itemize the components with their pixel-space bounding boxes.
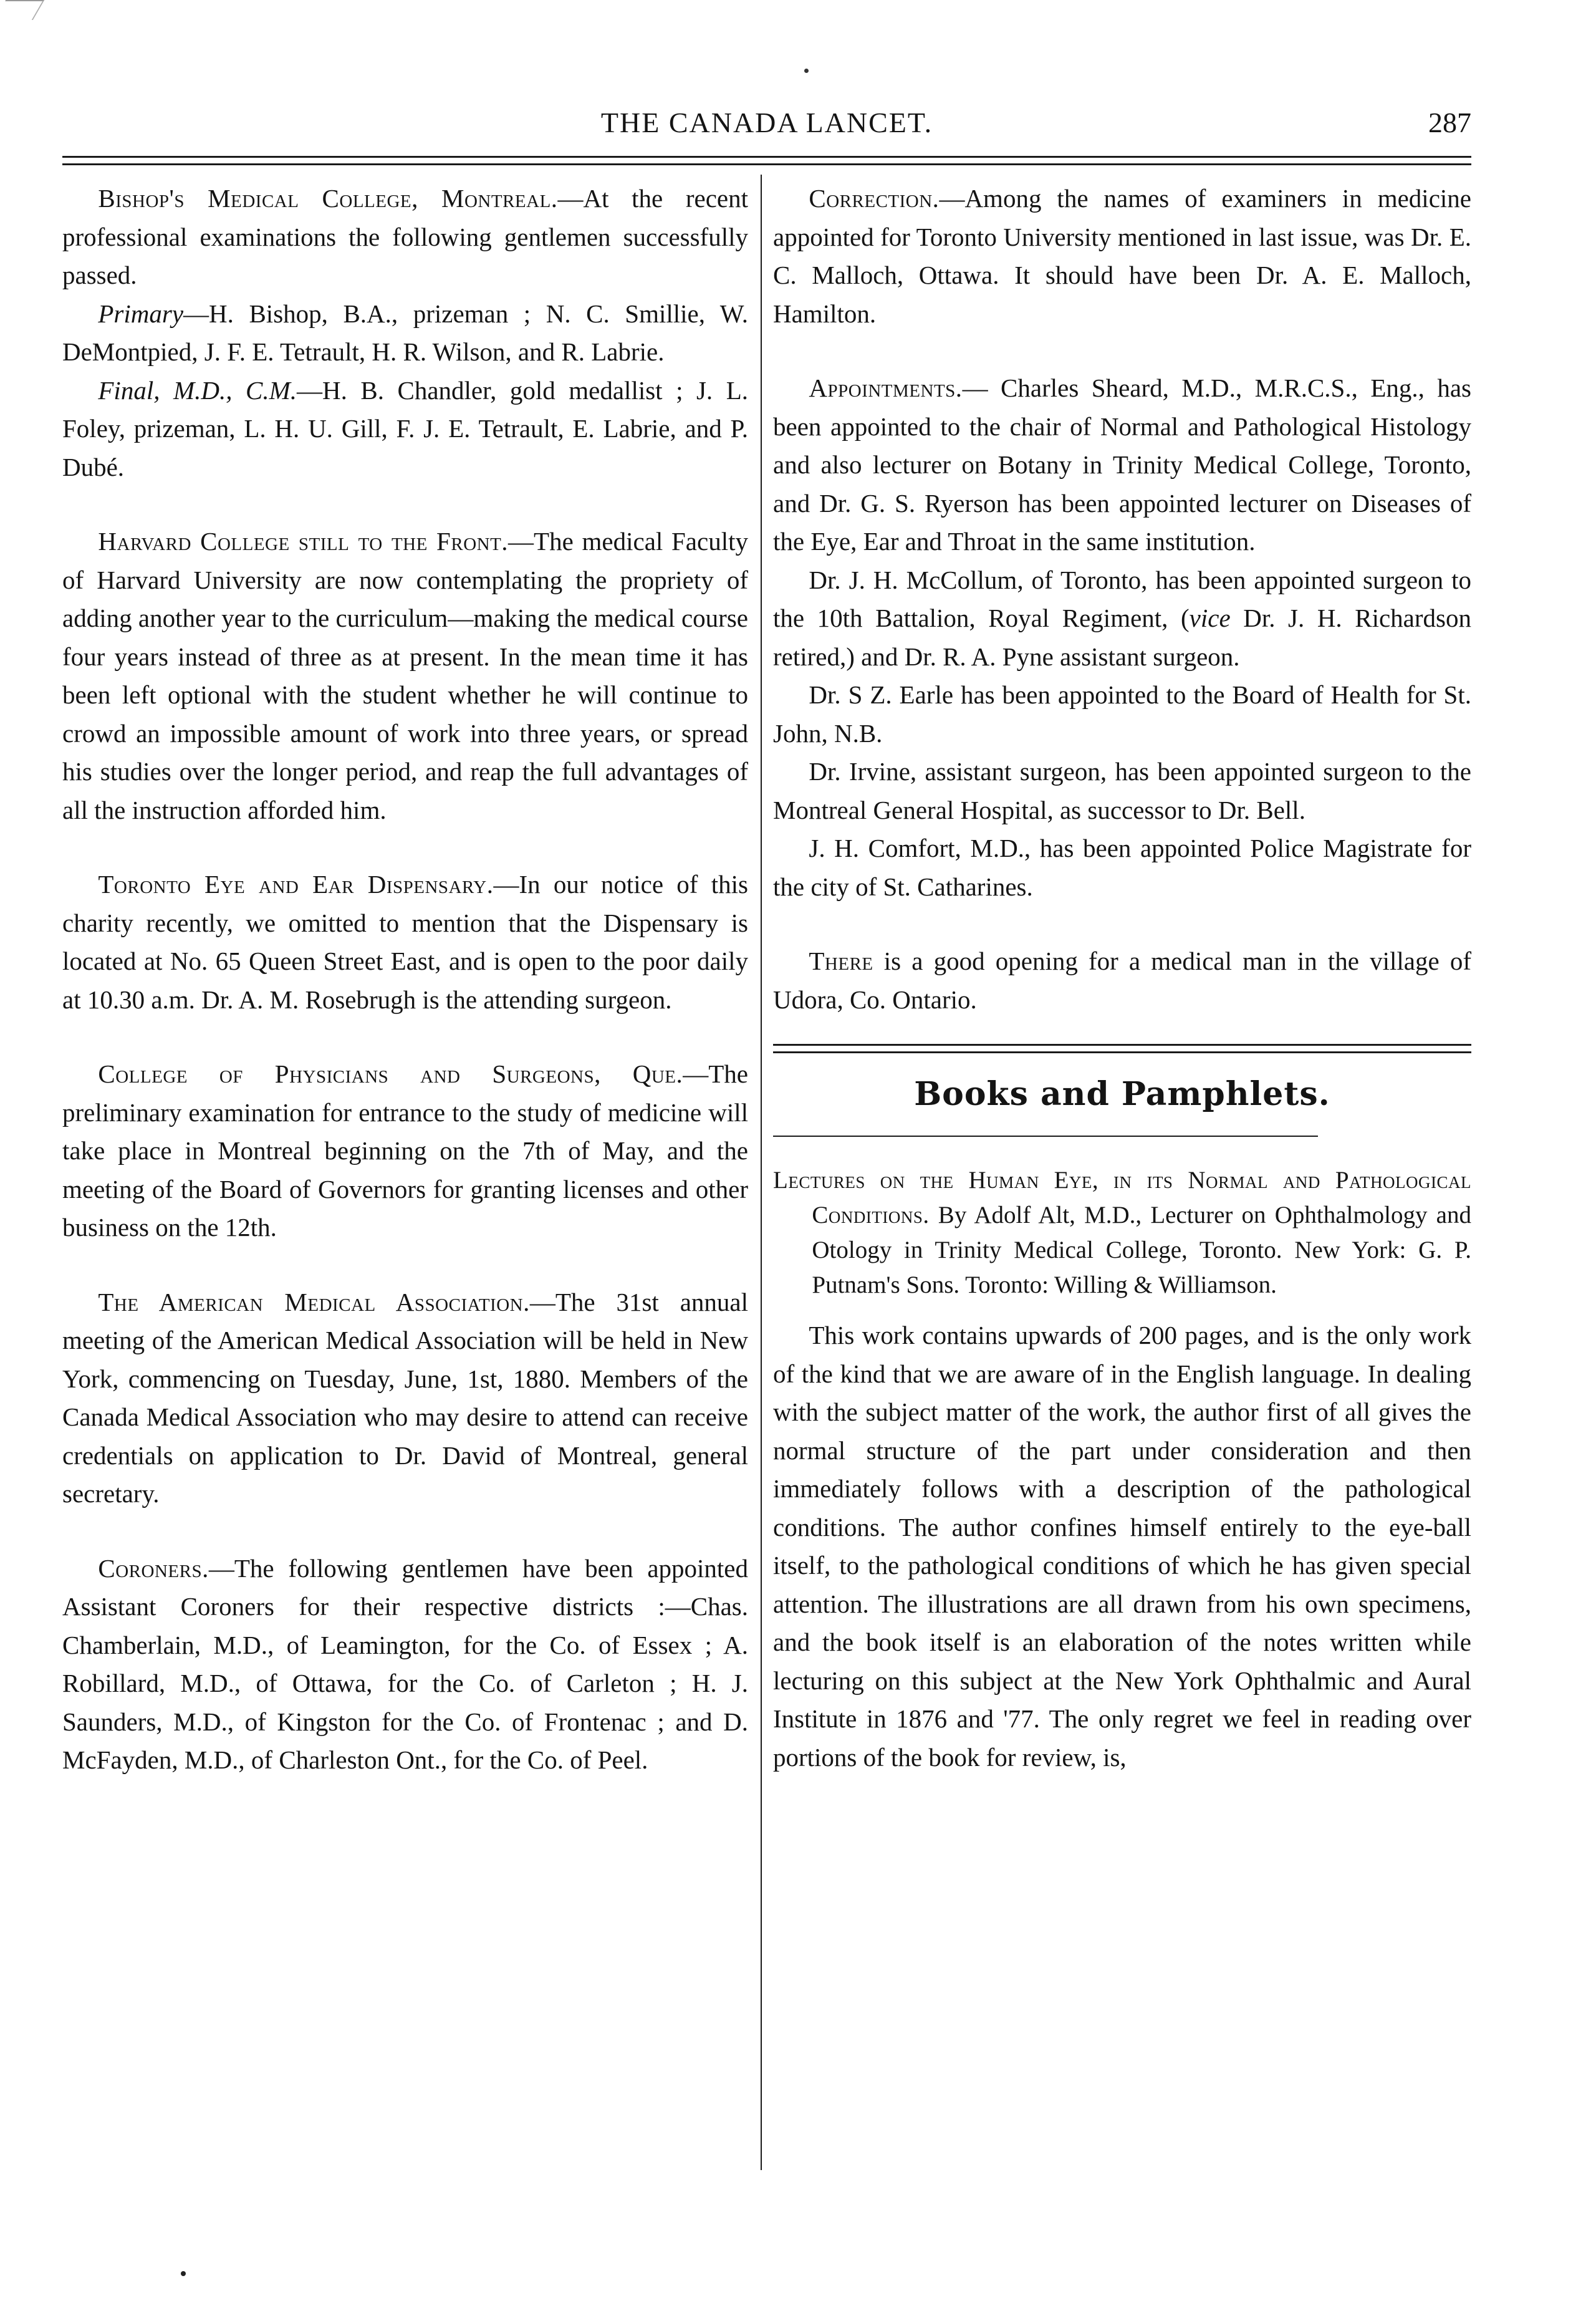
- appointment-irvine: Dr. Irvine, assistant surgeon, has been appointed surgeon to the Montreal General Hospital, as successor to Dr. Bell.: [773, 757, 1471, 824]
- left-column: [62, 180, 748, 1816]
- scan-speck: [181, 2271, 186, 2276]
- article-heading: Harvard College still to the Front.: [98, 527, 509, 556]
- article-paragraph: [773, 180, 1471, 333]
- article-body: is a good opening for a medical man in the village of Udora, Co. Ontario.: [773, 947, 1471, 1014]
- appointment-comfort: J. H. Comfort, M.D., has been appointed Police Magistrate for the city of St. Catharines.: [773, 834, 1471, 901]
- books-heading-rule: [773, 1136, 1318, 1137]
- final-names: —H. B. Chandler, gold medallist ; J. L. Foley, prizeman, L. H. U. Gill, F. J. E. Tetrault, E. Labrie, and P. Dubé.: [62, 375, 748, 481]
- article-udora-opening: [773, 942, 1471, 1019]
- article-heading: Coroners.: [98, 1553, 209, 1583]
- header-rule-top: [62, 156, 1471, 158]
- review-book-details: By Adolf Alt, M.D., Lecturer on Ophthalmology and Otology in Trinity Medical College, Toronto. New York: G. P. Putnam's Sons. Toronto: Willing & Williamson.: [812, 1202, 1471, 1298]
- scan-corner-mark: [0, 0, 44, 20]
- article-body: — Charles Sheard, M.D., M.R.C.S., Eng., has been appointed to the chair of Normal and Pathological Histology and also lecturer on Botany in Trinity Medical College, Toronto, and Dr. G. S. Ryerson has been appointed lecturer on Diseases of the Eye, Ear and Throat in the same institution.: [773, 374, 1471, 556]
- article-heading: Appointments.: [809, 374, 963, 402]
- article-heading: There: [809, 947, 873, 975]
- article-heading: Correction.: [809, 184, 940, 213]
- article-bishops-college: [62, 180, 748, 486]
- article-body: —The 31st annual meeting of the American Medical Association will be held in New York, commencing on Tuesday, June, 1st, 1880. Members of the Canada Medical Association who may desire to attend can receive credentials on application to Dr. David of Montreal, general secretary.: [62, 1287, 748, 1508]
- article-paragraph: [62, 1550, 748, 1780]
- appointment-text: Dr. J. H. Richardson retired,) and Dr. R. A. Pyne assistant surgeon.: [773, 604, 1471, 671]
- article-paragraph: [62, 523, 748, 829]
- appointment-earle: Dr. S Z. Earle has been appointed to the Board of Health for St. John, N.B.: [773, 680, 1471, 748]
- article-toronto-eye-dispensary: [62, 866, 748, 1019]
- article-heading: College of Physicians and Surgeons, Que.: [98, 1059, 683, 1088]
- primary-list: [62, 295, 748, 372]
- appointment-mccollum: [773, 561, 1471, 677]
- right-column: [773, 180, 1471, 1777]
- final-label: Final, M.D., C.M.: [98, 375, 297, 405]
- article-paragraph: [62, 866, 748, 1019]
- page-number: 287: [1428, 107, 1471, 138]
- article-heading: The American Medical Association.: [98, 1287, 530, 1316]
- vice-word: vice: [1189, 604, 1231, 632]
- appointment-text: Dr. J. H. McCollum, of Toronto, has been appointed surgeon to the 10th Battalion, Royal Regiment, (: [773, 565, 1471, 632]
- article-body: —Among the names of examiners in medicine appointed for Toronto University mentioned in last issue, was Dr. E. C. Malloch, Ottawa. It should have been Dr. A. E. Malloch, Hamilton.: [773, 184, 1471, 328]
- article-paragraph: [62, 1055, 748, 1247]
- divider-rule: [773, 1051, 1471, 1053]
- primary-names: —H. Bishop, B.A., prizeman ; N. C. Smillie, W. DeMontpied, J. F. E. Tetrault, H. R. Wilson, and R. Labrie.: [62, 299, 748, 366]
- section-divider: [773, 1044, 1471, 1053]
- final-list: [62, 372, 748, 487]
- article-paragraph: [773, 369, 1471, 561]
- article-body: —At the recent professional examinations the following gentlemen successfully passed.: [62, 184, 748, 289]
- article-appointments: [773, 369, 1471, 906]
- article-heading: Bishop's Medical College, Montreal.: [98, 184, 558, 213]
- article-paragraph: [62, 180, 748, 295]
- running-title: THE CANADA LANCET.: [600, 107, 933, 138]
- divider-rule: [773, 1044, 1471, 1046]
- article-american-medical-association: [62, 1283, 748, 1513]
- article-paragraph: [773, 942, 1471, 1019]
- scan-speck: [804, 69, 809, 73]
- review-book-title: Lectures on the Human Eye, in its Normal and Pathological Conditions.: [773, 1167, 1471, 1228]
- header-rule-bottom: [62, 163, 1471, 165]
- article-body: —The following gentlemen have been appointed Assistant Coroners for their respective districts :—Chas. Chamberlain, M.D., of Leamington, for the Co. of Essex ; A. Robillard, M.D., of Ottawa, for the Co. of Carleton ; H. J. Saunders, M.D., of Kingston for the Co. of Frontenac ; and D. McFayden, M.D., of Charleston Ont., for the Co. of Peel.: [62, 1553, 748, 1774]
- article-correction: [773, 180, 1471, 333]
- primary-label: Primary: [98, 299, 184, 328]
- column-divider: [761, 175, 762, 2170]
- article-college-physicians: [62, 1055, 748, 1247]
- article-body: —The preliminary examination for entrance to the study of medicine will take place in Montreal beginning on the 7th of May, and the meeting of the Board of Governors for granting licenses and other business on the 12th.: [62, 1059, 748, 1242]
- review-citation: [773, 1163, 1471, 1303]
- article-heading: Toronto Eye and Ear Dispensary.: [98, 870, 494, 899]
- article-body: —In our notice of this charity recently, we omitted to mention that the Dispensary is located at No. 65 Queen Street East, and is open to the poor daily at 10.30 a.m. Dr. A. M. Rosebrugh is the attending surgeon.: [62, 870, 748, 1014]
- page-header: [62, 106, 1471, 150]
- books-section-heading: Books and Pamphlets.: [914, 1075, 1330, 1113]
- article-paragraph: [62, 1283, 748, 1513]
- review-body: This work contains upwards of 200 pages, and is the only work of the kind that we are aware of in the English language. In dealing with the subject matter of the work, the author first of all gives the normal structure of the part under consideration and then immediately follows with a description of the pathological conditions. The author confines himself entirely to the eye-ball itself, to the pathological conditions of which he has given special attention. The illustrations are all drawn from his own specimens, and the book itself is an elaboration of the notes written while lecturing on this subject at the New York Ophthalmic and Aural Institute in 1876 and '77. The only regret we feel in reading over portions of the book for review, is,: [773, 1321, 1471, 1772]
- article-body: —The medical Faculty of Harvard University are now contemplating the propriety of adding another year to the curriculum—making the medical course four years instead of three as at present. In the mean time it has been left optional with the student whether he will continue to crowd an impossible amount of work into three years, or spread his studies over the longer period, and reap the full advantages of all the instruction afforded him.: [62, 527, 748, 824]
- article-coroners: [62, 1550, 748, 1780]
- article-harvard: [62, 523, 748, 829]
